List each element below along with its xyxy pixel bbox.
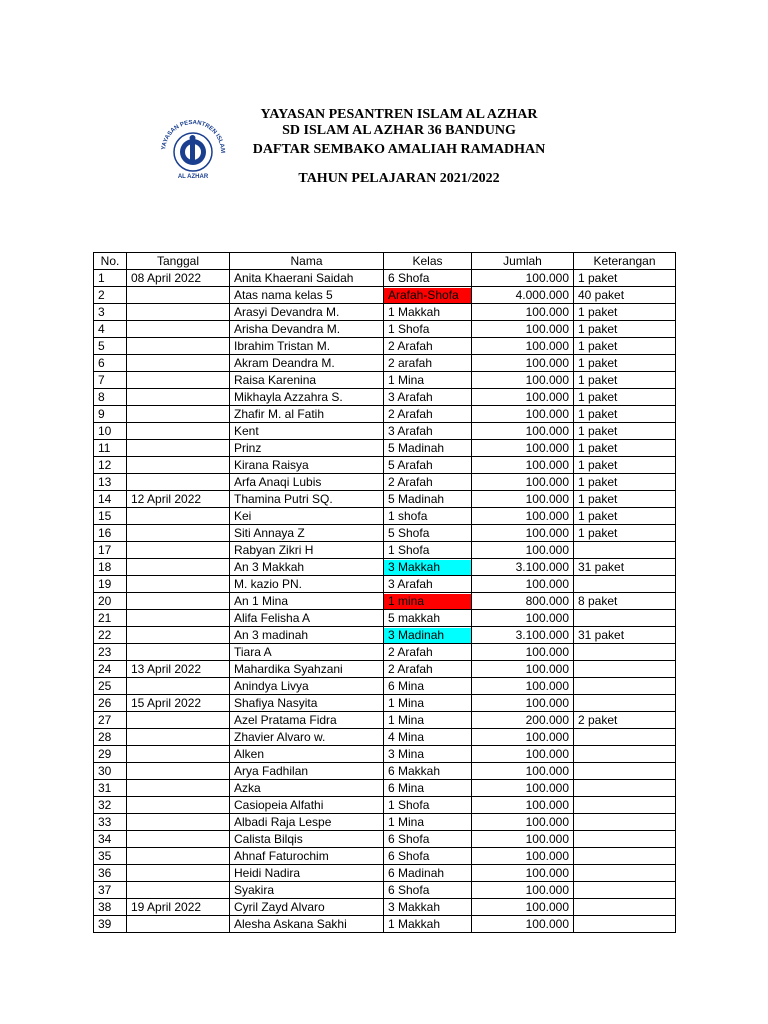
cell-nama: Anindya Livya <box>230 678 384 695</box>
cell-tanggal <box>127 406 230 423</box>
cell-nama: Alken <box>230 746 384 763</box>
cell-jumlah: 100.000 <box>472 797 574 814</box>
cell-keterangan <box>574 763 676 780</box>
cell-no: 35 <box>94 848 127 865</box>
cell-no: 4 <box>94 321 127 338</box>
table-row <box>94 899 676 916</box>
table-row <box>94 287 676 304</box>
cell-no: 32 <box>94 797 127 814</box>
cell-kelas: 2 arafah <box>384 355 472 372</box>
cell-jumlah: 100.000 <box>472 729 574 746</box>
cell-keterangan <box>574 865 676 882</box>
cell-nama: Atas nama kelas 5 <box>230 287 384 304</box>
cell-jumlah: 100.000 <box>472 491 574 508</box>
cell-tanggal <box>127 763 230 780</box>
cell-tanggal: 15 April 2022 <box>127 695 230 712</box>
cell-jumlah: 200.000 <box>472 712 574 729</box>
cell-jumlah: 100.000 <box>472 899 574 916</box>
foundation-title: YAYASAN PESANTREN ISLAM AL AZHAR <box>260 107 538 122</box>
cell-no: 38 <box>94 899 127 916</box>
cell-kelas: 6 Shofa <box>384 270 472 287</box>
cell-jumlah: 100.000 <box>472 695 574 712</box>
cell-jumlah: 100.000 <box>472 525 574 542</box>
table-row <box>94 559 676 576</box>
cell-no: 16 <box>94 525 127 542</box>
cell-nama: Prinz <box>230 440 384 457</box>
donation-table <box>93 252 676 933</box>
cell-nama: An 3 madinah <box>230 627 384 644</box>
cell-no: 5 <box>94 338 127 355</box>
cell-nama: Arasyi Devandra M. <box>230 304 384 321</box>
cell-keterangan <box>574 848 676 865</box>
cell-kelas: 3 Arafah <box>384 423 472 440</box>
column-header-kelas: Kelas <box>384 253 472 270</box>
cell-jumlah: 100.000 <box>472 644 574 661</box>
table-row <box>94 338 676 355</box>
cell-kelas: 1 Makkah <box>384 916 472 933</box>
cell-nama: Ahnaf Faturochim <box>230 848 384 865</box>
cell-jumlah: 100.000 <box>472 814 574 831</box>
table-row <box>94 678 676 695</box>
cell-keterangan: 1 paket <box>574 389 676 406</box>
cell-jumlah: 4.000.000 <box>472 287 574 304</box>
cell-keterangan <box>574 797 676 814</box>
cell-kelas: 2 Arafah <box>384 644 472 661</box>
cell-tanggal <box>127 865 230 882</box>
academic-year: TAHUN PELAJARAN 2021/2022 <box>298 171 500 186</box>
table-row <box>94 814 676 831</box>
cell-kelas: 6 Shofa <box>384 848 472 865</box>
cell-no: 24 <box>94 661 127 678</box>
svg-text:YAYASAN PESANTREN ISLAM: YAYASAN PESANTREN ISLAM <box>161 120 226 154</box>
cell-tanggal <box>127 576 230 593</box>
cell-nama: Kei <box>230 508 384 525</box>
table-row <box>94 882 676 899</box>
cell-jumlah: 100.000 <box>472 865 574 882</box>
cell-kelas: 6 Mina <box>384 780 472 797</box>
cell-jumlah: 100.000 <box>472 304 574 321</box>
school-title: SD ISLAM AL AZHAR 36 BANDUNG <box>282 123 516 138</box>
cell-tanggal <box>127 355 230 372</box>
cell-keterangan: 1 paket <box>574 440 676 457</box>
cell-kelas: 6 Makkah <box>384 763 472 780</box>
column-header-tanggal: Tanggal <box>127 253 230 270</box>
cell-tanggal <box>127 474 230 491</box>
cell-jumlah: 100.000 <box>472 406 574 423</box>
cell-kelas: 6 Shofa <box>384 882 472 899</box>
cell-tanggal <box>127 780 230 797</box>
table-row <box>94 508 676 525</box>
cell-tanggal <box>127 831 230 848</box>
cell-kelas: 2 Arafah <box>384 338 472 355</box>
cell-no: 20 <box>94 593 127 610</box>
cell-kelas: 2 Arafah <box>384 474 472 491</box>
cell-jumlah: 100.000 <box>472 610 574 627</box>
cell-tanggal <box>127 440 230 457</box>
table-row <box>94 797 676 814</box>
cell-no: 18 <box>94 559 127 576</box>
document-title: DAFTAR SEMBAKO AMALIAH RAMADHAN <box>252 142 546 157</box>
cell-no: 30 <box>94 763 127 780</box>
cell-jumlah: 100.000 <box>472 542 574 559</box>
cell-keterangan <box>574 644 676 661</box>
cell-keterangan: 31 paket <box>574 559 676 576</box>
column-header-jumlah: Jumlah <box>472 253 574 270</box>
cell-keterangan <box>574 678 676 695</box>
cell-kelas <box>384 593 472 610</box>
cell-nama: Heidi Nadira <box>230 865 384 882</box>
cell-nama: Tiara A <box>230 644 384 661</box>
cell-no: 26 <box>94 695 127 712</box>
cell-kelas: 3 Arafah <box>384 389 472 406</box>
cell-nama: Calista Bilqis <box>230 831 384 848</box>
cell-kelas: 6 Shofa <box>384 831 472 848</box>
cell-kelas: 5 Shofa <box>384 525 472 542</box>
cell-tanggal <box>127 882 230 899</box>
cell-keterangan <box>574 610 676 627</box>
cell-nama: Raisa Karenina <box>230 372 384 389</box>
cell-keterangan: 1 paket <box>574 270 676 287</box>
cell-nama: Rabyan Zikri H <box>230 542 384 559</box>
cell-jumlah: 100.000 <box>472 848 574 865</box>
cell-kelas: 1 Shofa <box>384 542 472 559</box>
cell-keterangan: 1 paket <box>574 474 676 491</box>
cell-jumlah: 100.000 <box>472 474 574 491</box>
cell-tanggal <box>127 304 230 321</box>
cell-nama: Akram Deandra M. <box>230 355 384 372</box>
cell-keterangan <box>574 916 676 933</box>
cell-tanggal: 08 April 2022 <box>127 270 230 287</box>
cell-jumlah: 100.000 <box>472 355 574 372</box>
cell-nama: An 1 Mina <box>230 593 384 610</box>
cell-jumlah: 3.100.000 <box>472 627 574 644</box>
cell-nama: Albadi Raja Lespe <box>230 814 384 831</box>
cell-kelas <box>384 627 472 644</box>
cell-kelas: 1 Makkah <box>384 304 472 321</box>
cell-nama: An 3 Makkah <box>230 559 384 576</box>
table-row <box>94 389 676 406</box>
cell-kelas: 6 Madinah <box>384 865 472 882</box>
cell-kelas: 1 Mina <box>384 712 472 729</box>
cell-keterangan: 8 paket <box>574 593 676 610</box>
cell-kelas: 2 Arafah <box>384 406 472 423</box>
cell-keterangan: 1 paket <box>574 457 676 474</box>
cell-kelas <box>384 559 472 576</box>
table-row <box>94 423 676 440</box>
kelas-highlight: 1 mina <box>384 594 471 609</box>
table-row <box>94 576 676 593</box>
kelas-highlight: Arafah-Shofa <box>384 288 471 303</box>
cell-no: 9 <box>94 406 127 423</box>
cell-keterangan: 31 paket <box>574 627 676 644</box>
cell-no: 31 <box>94 780 127 797</box>
cell-no: 14 <box>94 491 127 508</box>
cell-keterangan <box>574 831 676 848</box>
cell-nama: Kent <box>230 423 384 440</box>
cell-jumlah: 100.000 <box>472 270 574 287</box>
cell-no: 8 <box>94 389 127 406</box>
column-header-nama: Nama <box>230 253 384 270</box>
cell-nama: Alifa Felisha A <box>230 610 384 627</box>
cell-no: 11 <box>94 440 127 457</box>
cell-kelas: 3 Mina <box>384 746 472 763</box>
cell-jumlah: 100.000 <box>472 440 574 457</box>
cell-keterangan: 1 paket <box>574 508 676 525</box>
table-row <box>94 270 676 287</box>
cell-tanggal <box>127 389 230 406</box>
table-row <box>94 865 676 882</box>
cell-keterangan <box>574 661 676 678</box>
cell-tanggal: 12 April 2022 <box>127 491 230 508</box>
cell-tanggal: 19 April 2022 <box>127 899 230 916</box>
cell-no: 21 <box>94 610 127 627</box>
table-row <box>94 746 676 763</box>
cell-keterangan: 1 paket <box>574 372 676 389</box>
cell-nama: Kirana Raisya <box>230 457 384 474</box>
cell-tanggal <box>127 372 230 389</box>
cell-keterangan <box>574 542 676 559</box>
cell-tanggal <box>127 423 230 440</box>
cell-nama: Mikhayla Azzahra S. <box>230 389 384 406</box>
cell-jumlah: 100.000 <box>472 321 574 338</box>
cell-keterangan <box>574 695 676 712</box>
cell-tanggal <box>127 729 230 746</box>
table-row <box>94 457 676 474</box>
cell-nama: Arisha Devandra M. <box>230 321 384 338</box>
cell-nama: Zhafir M. al Fatih <box>230 406 384 423</box>
cell-jumlah: 100.000 <box>472 423 574 440</box>
cell-no: 34 <box>94 831 127 848</box>
cell-nama: Azel Pratama Fidra <box>230 712 384 729</box>
cell-no: 28 <box>94 729 127 746</box>
cell-no: 25 <box>94 678 127 695</box>
table-row <box>94 491 676 508</box>
cell-nama: Arya Fadhilan <box>230 763 384 780</box>
cell-nama: Anita Khaerani Saidah <box>230 270 384 287</box>
cell-tanggal <box>127 508 230 525</box>
cell-jumlah: 100.000 <box>472 457 574 474</box>
cell-no: 1 <box>94 270 127 287</box>
cell-tanggal <box>127 287 230 304</box>
cell-keterangan <box>574 814 676 831</box>
cell-tanggal <box>127 644 230 661</box>
cell-tanggal <box>127 797 230 814</box>
cell-nama: Ibrahim Tristan M. <box>230 338 384 355</box>
cell-tanggal <box>127 593 230 610</box>
cell-tanggal <box>127 559 230 576</box>
cell-jumlah: 100.000 <box>472 780 574 797</box>
table-row <box>94 440 676 457</box>
cell-tanggal <box>127 848 230 865</box>
cell-kelas: 4 Mina <box>384 729 472 746</box>
cell-tanggal <box>127 457 230 474</box>
cell-tanggal <box>127 542 230 559</box>
cell-keterangan: 1 paket <box>574 423 676 440</box>
table-row <box>94 763 676 780</box>
cell-jumlah: 100.000 <box>472 763 574 780</box>
cell-jumlah: 100.000 <box>472 372 574 389</box>
cell-no: 17 <box>94 542 127 559</box>
cell-tanggal <box>127 610 230 627</box>
cell-no: 22 <box>94 627 127 644</box>
table-row <box>94 695 676 712</box>
cell-nama: Mahardika Syahzani <box>230 661 384 678</box>
table-row <box>94 406 676 423</box>
cell-tanggal <box>127 525 230 542</box>
cell-jumlah: 100.000 <box>472 882 574 899</box>
cell-no: 12 <box>94 457 127 474</box>
cell-nama: Syakira <box>230 882 384 899</box>
kelas-highlight: 3 Madinah <box>384 628 471 643</box>
cell-no: 37 <box>94 882 127 899</box>
cell-keterangan: 1 paket <box>574 406 676 423</box>
cell-no: 23 <box>94 644 127 661</box>
cell-jumlah: 100.000 <box>472 831 574 848</box>
cell-no: 2 <box>94 287 127 304</box>
cell-no: 33 <box>94 814 127 831</box>
cell-tanggal <box>127 916 230 933</box>
cell-keterangan: 1 paket <box>574 491 676 508</box>
cell-keterangan <box>574 729 676 746</box>
table-row <box>94 474 676 491</box>
cell-kelas: 1 Mina <box>384 814 472 831</box>
column-header-no: No. <box>94 253 127 270</box>
table-row <box>94 644 676 661</box>
column-header-keterangan: Keterangan <box>574 253 676 270</box>
svg-text:AL AZHAR: AL AZHAR <box>177 174 209 180</box>
cell-keterangan: 1 paket <box>574 304 676 321</box>
table-row <box>94 593 676 610</box>
cell-tanggal <box>127 814 230 831</box>
kelas-highlight: 3 Makkah <box>384 560 471 575</box>
cell-tanggal <box>127 321 230 338</box>
cell-kelas: 5 Madinah <box>384 440 472 457</box>
cell-keterangan: 1 paket <box>574 338 676 355</box>
cell-jumlah: 100.000 <box>472 661 574 678</box>
table-row <box>94 304 676 321</box>
cell-nama: Azka <box>230 780 384 797</box>
cell-kelas: 5 Madinah <box>384 491 472 508</box>
table-body <box>94 270 676 933</box>
cell-no: 29 <box>94 746 127 763</box>
table-row <box>94 610 676 627</box>
cell-nama: Zhavier Alvaro w. <box>230 729 384 746</box>
cell-nama: Shafiya Nasyita <box>230 695 384 712</box>
cell-tanggal <box>127 627 230 644</box>
cell-no: 7 <box>94 372 127 389</box>
cell-no: 6 <box>94 355 127 372</box>
table-header-row <box>94 253 676 270</box>
table-row <box>94 848 676 865</box>
table-row <box>94 627 676 644</box>
cell-kelas: 2 Arafah <box>384 661 472 678</box>
cell-nama: Casiopeia Alfathi <box>230 797 384 814</box>
table-row <box>94 372 676 389</box>
cell-keterangan: 1 paket <box>574 525 676 542</box>
cell-kelas <box>384 287 472 304</box>
table-row <box>94 780 676 797</box>
cell-jumlah: 100.000 <box>472 576 574 593</box>
cell-kelas: 1 Shofa <box>384 797 472 814</box>
cell-kelas: 5 Arafah <box>384 457 472 474</box>
table-row <box>94 321 676 338</box>
cell-tanggal <box>127 338 230 355</box>
cell-keterangan <box>574 882 676 899</box>
cell-jumlah: 100.000 <box>472 678 574 695</box>
cell-jumlah: 100.000 <box>472 508 574 525</box>
cell-kelas: 3 Arafah <box>384 576 472 593</box>
cell-keterangan: 1 paket <box>574 355 676 372</box>
cell-keterangan <box>574 899 676 916</box>
cell-jumlah: 100.000 <box>472 916 574 933</box>
cell-jumlah: 100.000 <box>472 338 574 355</box>
table-row <box>94 831 676 848</box>
table-row <box>94 916 676 933</box>
cell-nama: M. kazio PN. <box>230 576 384 593</box>
cell-jumlah: 3.100.000 <box>472 559 574 576</box>
table-row <box>94 661 676 678</box>
cell-tanggal <box>127 712 230 729</box>
table-row <box>94 542 676 559</box>
cell-no: 36 <box>94 865 127 882</box>
cell-kelas: 5 makkah <box>384 610 472 627</box>
cell-keterangan: 40 paket <box>574 287 676 304</box>
cell-jumlah: 800.000 <box>472 593 574 610</box>
cell-tanggal <box>127 678 230 695</box>
cell-nama: Siti Annaya Z <box>230 525 384 542</box>
cell-jumlah: 100.000 <box>472 389 574 406</box>
cell-keterangan <box>574 746 676 763</box>
cell-tanggal <box>127 746 230 763</box>
cell-tanggal: 13 April 2022 <box>127 661 230 678</box>
cell-keterangan <box>574 780 676 797</box>
document-header <box>0 0 768 200</box>
cell-no: 27 <box>94 712 127 729</box>
cell-keterangan: 2 paket <box>574 712 676 729</box>
cell-nama: Alesha Askana Sakhi <box>230 916 384 933</box>
cell-keterangan <box>574 576 676 593</box>
table-row <box>94 525 676 542</box>
cell-no: 15 <box>94 508 127 525</box>
table-row <box>94 355 676 372</box>
cell-no: 39 <box>94 916 127 933</box>
cell-kelas: 1 Mina <box>384 372 472 389</box>
cell-kelas: 1 Shofa <box>384 321 472 338</box>
cell-kelas: 3 Makkah <box>384 899 472 916</box>
cell-keterangan: 1 paket <box>574 321 676 338</box>
cell-nama: Thamina Putri SQ. <box>230 491 384 508</box>
cell-nama: Cyril Zayd Alvaro <box>230 899 384 916</box>
table-row <box>94 729 676 746</box>
cell-kelas: 1 shofa <box>384 508 472 525</box>
cell-no: 3 <box>94 304 127 321</box>
cell-nama: Arfa Anaqi Lubis <box>230 474 384 491</box>
cell-kelas: 6 Mina <box>384 678 472 695</box>
cell-jumlah: 100.000 <box>472 746 574 763</box>
cell-no: 10 <box>94 423 127 440</box>
cell-kelas: 1 Mina <box>384 695 472 712</box>
table-row <box>94 712 676 729</box>
cell-no: 13 <box>94 474 127 491</box>
cell-no: 19 <box>94 576 127 593</box>
